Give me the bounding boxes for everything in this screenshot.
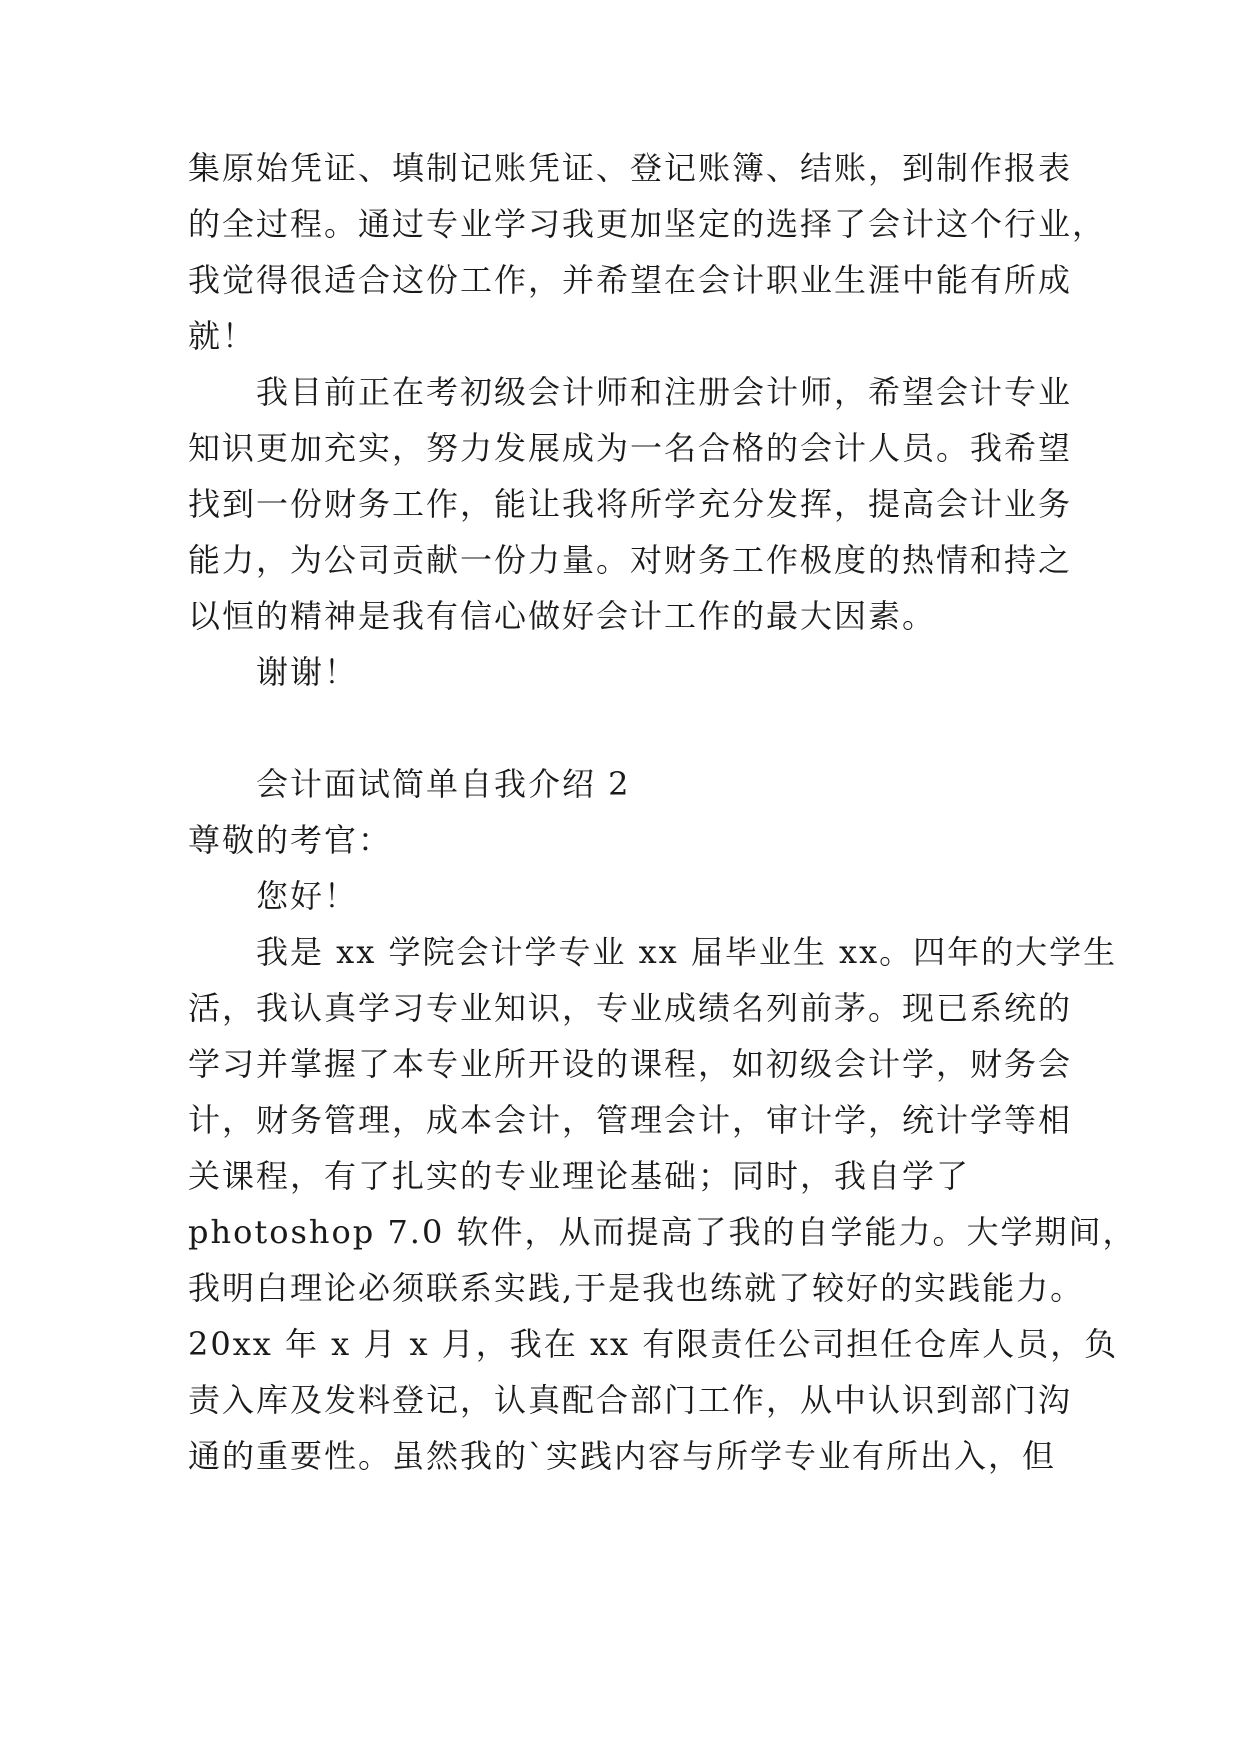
salutation: 尊敬的考官： bbox=[188, 821, 393, 859]
paragraph-line: 关课程，有了扎实的专业理论基础；同时，我自学了 bbox=[188, 1157, 971, 1195]
paragraph-line: 我目前正在考初级会计师和注册会计师，希望会计专业 bbox=[256, 373, 1073, 411]
section-title: 会计面试简单自我介绍 2 bbox=[256, 765, 631, 803]
paragraph-line: 以恒的精神是我有信心做好会计工作的最大因素。 bbox=[188, 597, 937, 635]
closing-thanks: 谢谢！ bbox=[256, 653, 359, 691]
paragraph-line: 计，财务管理，成本会计，管理会计，审计学，统计学等相 bbox=[188, 1101, 1073, 1139]
paragraph-line: 我明白理论必须联系实践,于是我也练就了较好的实践能力。 bbox=[188, 1269, 1085, 1307]
greeting: 您好！ bbox=[256, 877, 359, 915]
paragraph-line: 通的重要性。虽然我的`实践内容与所学专业有所出入，但 bbox=[188, 1437, 1057, 1475]
paragraph-line: 20xx 年 x 月 x 月，我在 xx 有限责任公司担任仓库人员，负 bbox=[188, 1325, 1119, 1363]
paragraph-line: 责入库及发料登记，认真配合部门工作，从中认识到部门沟 bbox=[188, 1381, 1073, 1419]
paragraph-line: 我是 xx 学院会计学专业 xx 届毕业生 xx。四年的大学生 bbox=[256, 933, 1118, 971]
paragraph-line: 找到一份财务工作，能让我将所学充分发挥，提高会计业务 bbox=[188, 485, 1073, 523]
paragraph-line: 能力，为公司贡献一份力量。对财务工作极度的热情和持之 bbox=[188, 541, 1073, 579]
paragraph-line: photoshop 7.0 软件，从而提高了我的自学能力。大学期间， bbox=[188, 1213, 1137, 1251]
paragraph-line: 集原始凭证、填制记账凭证、登记账簿、结账，到制作报表 bbox=[188, 149, 1073, 187]
paragraph-line: 学习并掌握了本专业所开设的课程，如初级会计学，财务会 bbox=[188, 1045, 1073, 1083]
paragraph-line: 的全过程。通过专业学习我更加坚定的选择了会计这个行业， bbox=[188, 205, 1107, 243]
paragraph-line: 知识更加充实，努力发展成为一名合格的会计人员。我希望 bbox=[188, 429, 1073, 467]
paragraph-line: 就！ bbox=[188, 317, 257, 355]
paragraph-line: 我觉得很适合这份工作，并希望在会计职业生涯中能有所成 bbox=[188, 261, 1073, 299]
paragraph-line: 活，我认真学习专业知识，专业成绩名列前茅。现已系统的 bbox=[188, 989, 1073, 1027]
